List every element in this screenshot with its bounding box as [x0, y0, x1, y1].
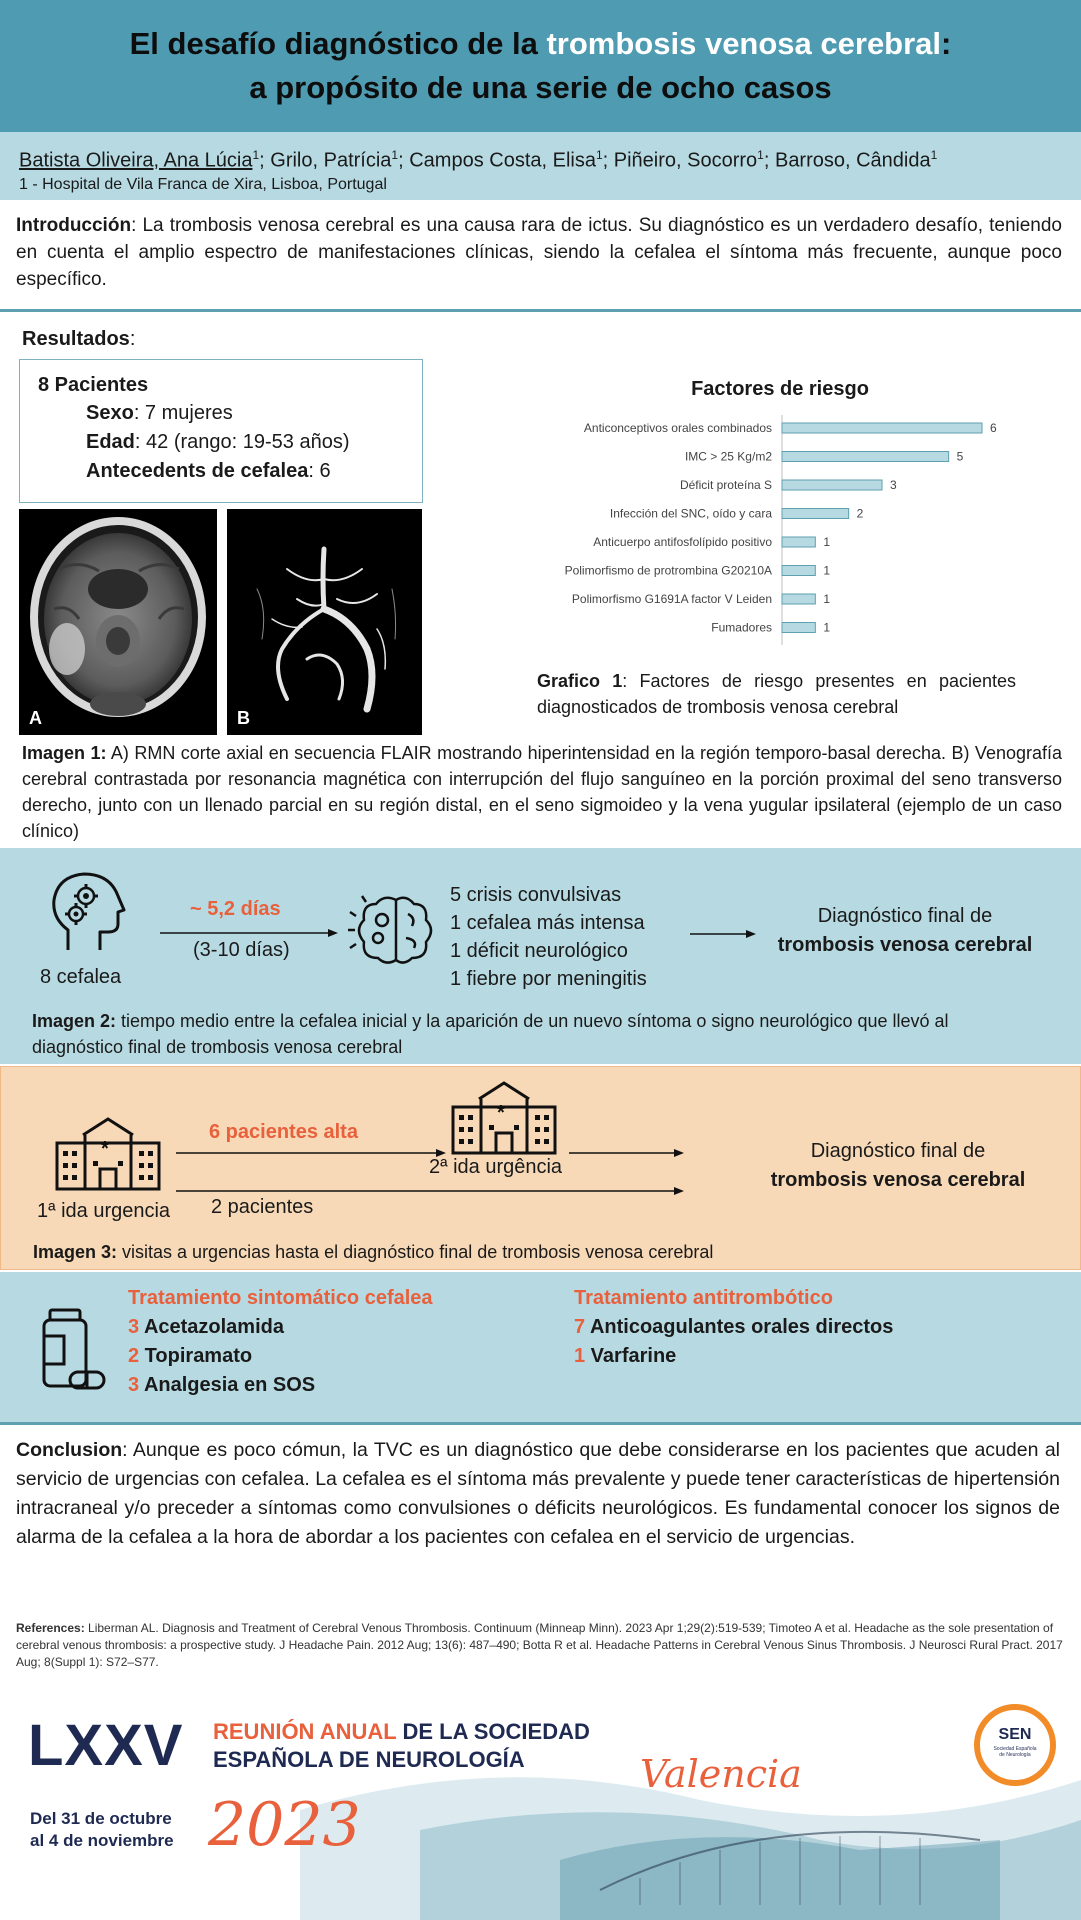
- mr-venography-image: [227, 509, 422, 735]
- timeline-band: [0, 848, 1081, 1064]
- chart-value-label: 3: [890, 478, 897, 492]
- introduction: Introducción: La trombosis venosa cerebral es una causa rara de ictus. Su diagnóstico es un verdadero desafío, teniendo en cuenta el amplio espectro de manifestaciones clínicas, siendo la cefalea el síntoma más frecuente, aunque poco específico.: [16, 215, 1062, 290]
- discharged-label: 6 pacientes alta: [209, 1121, 358, 1143]
- patient-row-sex: Sexo: 7 mujeres: [86, 402, 233, 424]
- final-diagnosis-2: Diagnóstico final de trombosis venosa cerebral: [770, 1140, 1026, 1191]
- patient-row-age: Edad: 42 (rango: 19-53 años): [86, 431, 350, 453]
- chart-value-label: 1: [823, 620, 831, 635]
- first-visit-label: 1ª ida urgencia: [37, 1200, 171, 1222]
- image2-caption: Imagen 2: tiempo medio entre la cefalea inicial y la aparición de un nuevo síntoma o signo neurológico que llevó al diagnóstico final de trombosis venosa cerebral: [32, 1011, 949, 1057]
- author-list: Batista Oliveira, Ana Lúcia$^1$; Grilo, Patrícia$^1$; Campos Costa, Elisa$^1$; Piñeiro, Socorro$^1$; Barroso, Cândida$^1$: [19, 148, 938, 172]
- mri-flair-image: [19, 509, 217, 735]
- svg-text:*: *: [497, 1102, 505, 1124]
- chart-category-label: Fumadores: [711, 620, 772, 635]
- antithrombotic-title: Tratamiento antitrombótico: [574, 1287, 833, 1309]
- patients-box: [19, 359, 423, 503]
- poster-title-line1: El desafío diagnóstico de la trombosis venosa cerebral:: [129, 26, 952, 61]
- section-divider: [0, 309, 1081, 312]
- symptomatic-title: Tratamiento sintomático cefalea: [128, 1287, 433, 1309]
- poster-title-line2: a propósito de una serie de ocho casos: [249, 70, 832, 105]
- start-label: 8 cefalea: [40, 966, 122, 988]
- chart-bar: [782, 566, 815, 576]
- chart-bar: [782, 623, 815, 633]
- two-patients-label: 2 pacientes: [211, 1196, 314, 1218]
- conference-year: 2023: [208, 1790, 361, 1860]
- chart-value-label: 6: [990, 421, 997, 435]
- symptom-item: 1 cefalea más intensa: [450, 912, 645, 934]
- first-author: Batista Oliveira, Ana Lúcia: [19, 149, 253, 172]
- emergency-visits-band: [0, 1066, 1081, 1270]
- sen-logo-subtitle: Sociedad Española de Neurología: [993, 1746, 1037, 1758]
- treatment-item: 2 Topiramato: [128, 1345, 253, 1367]
- conference-name: REUNIÓN ANUAL DE LA SOCIEDAD ESPAÑOLA DE NEUROLOGÍA: [213, 1719, 590, 1772]
- hospital-icon-second: [451, 1079, 557, 1155]
- treatment-item: 3 Acetazolamida: [128, 1316, 284, 1338]
- image3-caption: Imagen 3: visitas a urgencias hasta el diagnóstico final de trombosis venosa cerebral: [33, 1242, 714, 1262]
- results-title: Resultados:: [22, 328, 136, 350]
- chart-category-label: IMC > 25 Kg/m2: [684, 449, 772, 464]
- chart-bar: [782, 423, 982, 433]
- poster-header: [0, 0, 1081, 132]
- chart-category-label: Polimorfismo G1691A factor V Leiden: [571, 592, 772, 606]
- chart-svg: [525, 415, 1055, 655]
- second-visit-label: 2ª ida urgência: [429, 1156, 563, 1178]
- symptom-item: 1 déficit neurológico: [450, 940, 628, 962]
- chart-bar: [782, 452, 949, 462]
- conference-city: Valencia: [640, 1752, 802, 1796]
- chart-bar: [782, 509, 849, 519]
- references: References: Liberman AL. Diagnosis and Treatment of Cerebral Venous Thrombosis. Continuum (Minneap Minn). 2023 Apr 1;29(2):519-539; Timoteo A et al. Headache as the sole presentation of cerebral venous thrombosis: a prospective study. J Headache Pain. 2012 Aug; 13(6): 487–490; Botta R et al. Headache Patterns in Cerebral Venous Sinus Thrombosis. J Neurosci Rural Pract. 2017 Aug; 8(Suppl 1): S72–S77.: [16, 1621, 1063, 1669]
- title-highlight: trombosis venosa cerebral: [546, 26, 942, 61]
- treatment-item: 3 Analgesia en SOS: [128, 1374, 316, 1396]
- treatment-item: 1 Varfarine: [574, 1345, 677, 1367]
- patients-count: 8 Pacientes: [38, 374, 149, 396]
- image1-caption: Imagen 1: A) RMN corte axial en secuencia FLAIR mostrando hiperintensidad en la región temporo-basal derecha. B) Venografía cerebral contrastada por resonancia magnética con interrupción del flujo sanguíneo en la porción proximal del seno transverso derecho, junto con un llenado parcial en su región distal, en el seno sigmoideo y la vena yugular ipsilateral (ejemplo de un caso clínico): [22, 743, 1062, 841]
- second-visit-arrow: [569, 1147, 684, 1159]
- treatment-item: 7 Anticoagulantes orales directos: [574, 1316, 894, 1338]
- discharge-arrow: [176, 1147, 446, 1159]
- affiliation: 1 - Hospital de Vila Franca de Xira, Lisboa, Portugal: [19, 175, 387, 193]
- image-label-a: A: [29, 708, 42, 728]
- final-diagnosis-1: Diagnóstico final de trombosis venosa cerebral: [777, 905, 1033, 956]
- head-gears-icon: [48, 870, 136, 954]
- mr-venography-drawing: [227, 509, 422, 735]
- symptom-item: 5 crisis convulsivas: [450, 884, 622, 906]
- symptom-list: [450, 881, 647, 993]
- mean-days: ~ 5,2 días: [190, 898, 281, 920]
- conference-footer: [0, 1690, 1081, 1920]
- chart-value-label: 1: [823, 592, 831, 606]
- chart-bar: [782, 480, 882, 490]
- symptomatic-treatment: [128, 1284, 433, 1400]
- chart-value-label: 5: [956, 449, 964, 464]
- svg-text:*: *: [101, 1138, 109, 1160]
- image-label-b: B: [237, 708, 250, 728]
- conference-dates: Del 31 de octubre al 4 de noviembre: [30, 1809, 174, 1850]
- risk-factors-chart: [525, 415, 1055, 655]
- diagnosis-arrow: [690, 928, 756, 940]
- section-divider: [0, 1422, 1081, 1425]
- roman-numeral: LXXV: [28, 1713, 184, 1778]
- authors-bar: [0, 132, 1081, 200]
- hospital-icon: [55, 1115, 161, 1191]
- conclusion: Conclusion: Aunque es poco cómun, la TVC es un diagnóstico que debe considerarse en los pacientes que acuden al servicio de urgencias con cefalea. La cefalea es el síntoma más prevalente y puede tener características de hipertensión intracraneal y/o preceder a síntomas como convulsiones o déficits neurológicos. Es fundamental conocer los signos de alarma de la cefalea a la hora de abordar a los pacientes con cefalea en el servicio de urgencias.: [16, 1439, 1060, 1548]
- chart-value-label: 1: [823, 535, 831, 549]
- chart-value-label: 2: [856, 506, 864, 521]
- chart-bar: [782, 537, 815, 547]
- symptom-item: 1 fiebre por meningitis: [450, 968, 647, 990]
- medication-bottle-icon: [40, 1308, 106, 1396]
- mri-flair-drawing: [19, 509, 217, 735]
- chart-category-label: Anticuerpo antifosfolípido positivo: [593, 535, 772, 549]
- chart-category-label: Infección del SNC, oído y cara: [609, 506, 772, 521]
- days-range: (3-10 días): [193, 939, 290, 961]
- patient-row-headache: Antecedents de cefalea: 6: [86, 460, 331, 482]
- chart-caption: Grafico 1: Factores de riesgo presentes en pacientes diagnosticados de trombosis venosa cerebral: [537, 671, 1017, 717]
- sen-logo: SEN: [998, 1726, 1032, 1743]
- chart-bar: [782, 594, 815, 604]
- chart-category-label: Anticonceptivos orales combinados: [583, 421, 772, 435]
- brain-icon: [348, 890, 438, 970]
- chart-category-label: Déficit proteína S: [679, 478, 772, 492]
- chart-value-label: 1: [823, 563, 831, 578]
- antithrombotic-treatment: [574, 1284, 893, 1371]
- treatment-band: [0, 1272, 1081, 1422]
- chart-category-label: Polimorfismo de protrombina G20210A: [564, 563, 772, 578]
- chart-title: Factores de riesgo: [691, 378, 869, 400]
